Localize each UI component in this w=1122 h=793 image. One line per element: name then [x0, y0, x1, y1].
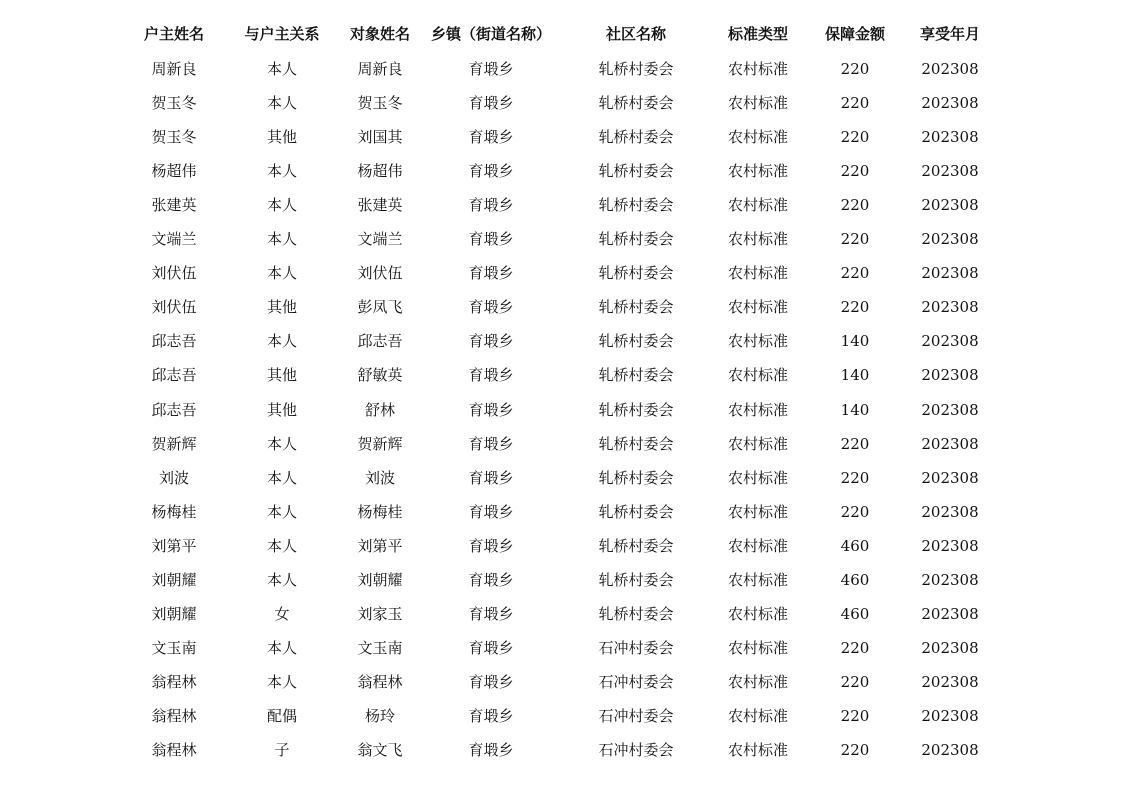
cell-township: 育塅乡: [468, 741, 514, 759]
cell-householder-name: 贺玉冬: [151, 128, 197, 147]
cell-township: 育塅乡: [468, 162, 514, 181]
cell-standard-type: 农村标准: [727, 741, 788, 759]
cell-relation: 本人: [266, 536, 297, 555]
cell-standard-type: 农村标准: [727, 400, 788, 419]
cell-subject-name: 舒敏英: [357, 366, 403, 385]
cell-householder-name: 刘伏伍: [151, 264, 197, 283]
cell-township: 育塅乡: [468, 60, 514, 78]
table-row: [0, 358, 1122, 392]
cell-standard-type: 农村标准: [727, 332, 788, 351]
cell-amount: 220: [840, 162, 870, 181]
cell-standard-type: 农村标准: [727, 128, 788, 147]
cell-relation: 配偶: [266, 706, 297, 725]
cell-standard-type: 农村标准: [727, 468, 788, 487]
cell-standard-type: 农村标准: [727, 60, 788, 78]
cell-householder-name: 邱志吾: [151, 366, 197, 385]
cell-subject-name: 贺新辉: [357, 434, 403, 453]
header-community: 社区名称: [605, 25, 666, 43]
cell-amount: 220: [840, 741, 870, 759]
header-period: 享受年月: [919, 25, 980, 43]
cell-householder-name: 杨超伟: [151, 162, 197, 181]
cell-amount: 220: [840, 298, 870, 317]
cell-period: 202308: [921, 706, 979, 725]
cell-township: 育塅乡: [468, 536, 514, 555]
cell-amount: 220: [840, 706, 870, 725]
cell-amount: 220: [840, 468, 870, 487]
cell-community: 石冲村委会: [598, 741, 674, 759]
cell-period: 202308: [921, 162, 979, 181]
table-header-row: [0, 17, 1122, 51]
cell-amount: 220: [840, 94, 870, 112]
cell-township: 育塅乡: [468, 332, 514, 351]
cell-relation: 女: [274, 604, 290, 623]
cell-period: 202308: [921, 332, 979, 351]
cell-community: 轧桥村委会: [598, 196, 674, 215]
cell-township: 育塅乡: [468, 400, 514, 419]
cell-subject-name: 贺玉冬: [357, 94, 403, 112]
cell-amount: 220: [840, 128, 870, 147]
cell-period: 202308: [921, 536, 979, 555]
cell-standard-type: 农村标准: [727, 672, 788, 691]
cell-subject-name: 文玉南: [357, 638, 403, 657]
cell-relation: 本人: [266, 570, 297, 589]
cell-community: 轧桥村委会: [598, 60, 674, 78]
cell-standard-type: 农村标准: [727, 230, 788, 249]
cell-relation: 本人: [266, 672, 297, 691]
cell-householder-name: 邱志吾: [151, 332, 197, 351]
cell-community: 轧桥村委会: [598, 94, 674, 112]
cell-township: 育塅乡: [468, 366, 514, 385]
cell-community: 轧桥村委会: [598, 502, 674, 521]
cell-period: 202308: [921, 196, 979, 215]
cell-householder-name: 刘朝耀: [151, 604, 197, 623]
cell-period: 202308: [921, 741, 979, 759]
cell-relation: 本人: [266, 230, 297, 249]
cell-amount: 460: [840, 536, 870, 555]
cell-township: 育塅乡: [468, 434, 514, 453]
cell-community: 轧桥村委会: [598, 366, 674, 385]
table-row: [0, 393, 1122, 427]
table-row: [0, 256, 1122, 290]
cell-community: 轧桥村委会: [598, 162, 674, 181]
cell-township: 育塅乡: [468, 570, 514, 589]
table-row: [0, 222, 1122, 256]
cell-amount: 460: [840, 604, 870, 623]
cell-householder-name: 刘伏伍: [151, 298, 197, 317]
table-row: [0, 699, 1122, 733]
cell-subject-name: 舒林: [364, 400, 395, 419]
header-amount: 保障金额: [824, 25, 885, 43]
cell-period: 202308: [921, 604, 979, 623]
cell-householder-name: 翁程林: [151, 741, 197, 759]
cell-township: 育塅乡: [468, 230, 514, 249]
cell-subject-name: 刘第平: [357, 536, 403, 555]
table-row: [0, 290, 1122, 324]
cell-community: 石冲村委会: [598, 672, 674, 691]
cell-relation: 本人: [266, 162, 297, 181]
table-row: [0, 154, 1122, 188]
table-row: [0, 86, 1122, 120]
cell-period: 202308: [921, 638, 979, 657]
cell-standard-type: 农村标准: [727, 366, 788, 385]
cell-community: 轧桥村委会: [598, 332, 674, 351]
cell-community: 轧桥村委会: [598, 434, 674, 453]
table-row: [0, 324, 1122, 358]
cell-relation: 其他: [266, 128, 297, 147]
cell-township: 育塅乡: [468, 604, 514, 623]
cell-community: 石冲村委会: [598, 706, 674, 725]
table-row: [0, 665, 1122, 699]
cell-relation: 本人: [266, 434, 297, 453]
cell-period: 202308: [921, 400, 979, 419]
cell-period: 202308: [921, 94, 979, 112]
cell-amount: 220: [840, 434, 870, 453]
cell-township: 育塅乡: [468, 94, 514, 112]
cell-standard-type: 农村标准: [727, 264, 788, 283]
cell-community: 轧桥村委会: [598, 128, 674, 147]
cell-period: 202308: [921, 298, 979, 317]
cell-subject-name: 张建英: [357, 196, 403, 215]
cell-amount: 220: [840, 672, 870, 691]
cell-township: 育塅乡: [468, 706, 514, 725]
cell-community: 轧桥村委会: [598, 298, 674, 317]
header-standard-type: 标准类型: [727, 25, 788, 43]
cell-period: 202308: [921, 366, 979, 385]
cell-period: 202308: [921, 570, 979, 589]
table-row: [0, 495, 1122, 529]
cell-subject-name: 周新良: [357, 60, 403, 78]
cell-standard-type: 农村标准: [727, 502, 788, 521]
cell-amount: 220: [840, 196, 870, 215]
cell-householder-name: 贺新辉: [151, 434, 197, 453]
table-row: [0, 529, 1122, 563]
cell-community: 轧桥村委会: [598, 468, 674, 487]
cell-relation: 本人: [266, 502, 297, 521]
cell-community: 石冲村委会: [598, 638, 674, 657]
cell-standard-type: 农村标准: [727, 570, 788, 589]
cell-period: 202308: [921, 230, 979, 249]
cell-subject-name: 杨超伟: [357, 162, 403, 181]
cell-relation: 本人: [266, 638, 297, 657]
cell-amount: 220: [840, 230, 870, 249]
cell-relation: 本人: [266, 468, 297, 487]
cell-householder-name: 文端兰: [151, 230, 197, 249]
cell-householder-name: 翁程林: [151, 672, 197, 691]
cell-period: 202308: [921, 672, 979, 691]
cell-standard-type: 农村标准: [727, 536, 788, 555]
cell-subject-name: 刘国其: [357, 128, 403, 147]
cell-community: 轧桥村委会: [598, 604, 674, 623]
table-row: [0, 188, 1122, 222]
cell-period: 202308: [921, 434, 979, 453]
cell-township: 育塅乡: [468, 638, 514, 657]
cell-standard-type: 农村标准: [727, 638, 788, 657]
cell-standard-type: 农村标准: [727, 94, 788, 112]
cell-householder-name: 文玉南: [151, 638, 197, 657]
cell-community: 轧桥村委会: [598, 536, 674, 555]
cell-township: 育塅乡: [468, 468, 514, 487]
cell-township: 育塅乡: [468, 196, 514, 215]
table-row: [0, 461, 1122, 495]
cell-householder-name: 刘波: [158, 468, 189, 487]
table-row: [0, 733, 1122, 767]
cell-community: 轧桥村委会: [598, 230, 674, 249]
cell-householder-name: 贺玉冬: [151, 94, 197, 112]
cell-relation: 子: [274, 741, 290, 759]
cell-subject-name: 刘家玉: [357, 604, 403, 623]
cell-township: 育塅乡: [468, 128, 514, 147]
cell-subject-name: 彭凤飞: [357, 298, 403, 317]
cell-period: 202308: [921, 60, 979, 78]
table-row: [0, 563, 1122, 597]
cell-householder-name: 张建英: [151, 196, 197, 215]
cell-township: 育塅乡: [468, 264, 514, 283]
cell-standard-type: 农村标准: [727, 162, 788, 181]
cell-subject-name: 杨玲: [364, 706, 395, 725]
cell-householder-name: 刘第平: [151, 536, 197, 555]
cell-relation: 本人: [266, 60, 297, 78]
cell-householder-name: 邱志吾: [151, 400, 197, 419]
header-relation: 与户主关系: [244, 25, 320, 43]
cell-householder-name: 翁程林: [151, 706, 197, 725]
cell-householder-name: 刘朝耀: [151, 570, 197, 589]
cell-relation: 本人: [266, 94, 297, 112]
cell-subject-name: 文端兰: [357, 230, 403, 249]
cell-amount: 140: [840, 332, 870, 351]
cell-relation: 其他: [266, 400, 297, 419]
cell-relation: 本人: [266, 196, 297, 215]
cell-householder-name: 杨梅桂: [151, 502, 197, 521]
header-township: 乡镇（街道名称）: [430, 25, 551, 43]
cell-subject-name: 翁文飞: [357, 741, 403, 759]
cell-subject-name: 刘朝耀: [357, 570, 403, 589]
cell-amount: 140: [840, 400, 870, 419]
cell-amount: 460: [840, 570, 870, 589]
table-row: [0, 120, 1122, 154]
cell-amount: 220: [840, 264, 870, 283]
table-row: [0, 631, 1122, 665]
cell-community: 轧桥村委会: [598, 264, 674, 283]
cell-householder-name: 周新良: [151, 60, 197, 78]
cell-standard-type: 农村标准: [727, 434, 788, 453]
cell-community: 轧桥村委会: [598, 570, 674, 589]
cell-amount: 140: [840, 366, 870, 385]
cell-subject-name: 杨梅桂: [357, 502, 403, 521]
header-subject-name: 对象姓名: [349, 25, 410, 43]
cell-community: 轧桥村委会: [598, 400, 674, 419]
cell-period: 202308: [921, 128, 979, 147]
cell-standard-type: 农村标准: [727, 706, 788, 725]
cell-standard-type: 农村标准: [727, 298, 788, 317]
cell-period: 202308: [921, 468, 979, 487]
cell-period: 202308: [921, 264, 979, 283]
cell-relation: 本人: [266, 332, 297, 351]
table-row: [0, 597, 1122, 631]
cell-subject-name: 翁程林: [357, 672, 403, 691]
cell-township: 育塅乡: [468, 298, 514, 317]
cell-period: 202308: [921, 502, 979, 521]
cell-relation: 其他: [266, 366, 297, 385]
cell-township: 育塅乡: [468, 502, 514, 521]
header-householder-name: 户主姓名: [143, 25, 204, 43]
cell-standard-type: 农村标准: [727, 604, 788, 623]
table-row: [0, 427, 1122, 461]
cell-relation: 其他: [266, 298, 297, 317]
cell-subject-name: 刘伏伍: [357, 264, 403, 283]
cell-subject-name: 刘波: [364, 468, 395, 487]
cell-relation: 本人: [266, 264, 297, 283]
table-row: [0, 52, 1122, 86]
cell-amount: 220: [840, 638, 870, 657]
cell-subject-name: 邱志吾: [357, 332, 403, 351]
cell-amount: 220: [840, 60, 870, 78]
cell-standard-type: 农村标准: [727, 196, 788, 215]
cell-amount: 220: [840, 502, 870, 521]
cell-township: 育塅乡: [468, 672, 514, 691]
